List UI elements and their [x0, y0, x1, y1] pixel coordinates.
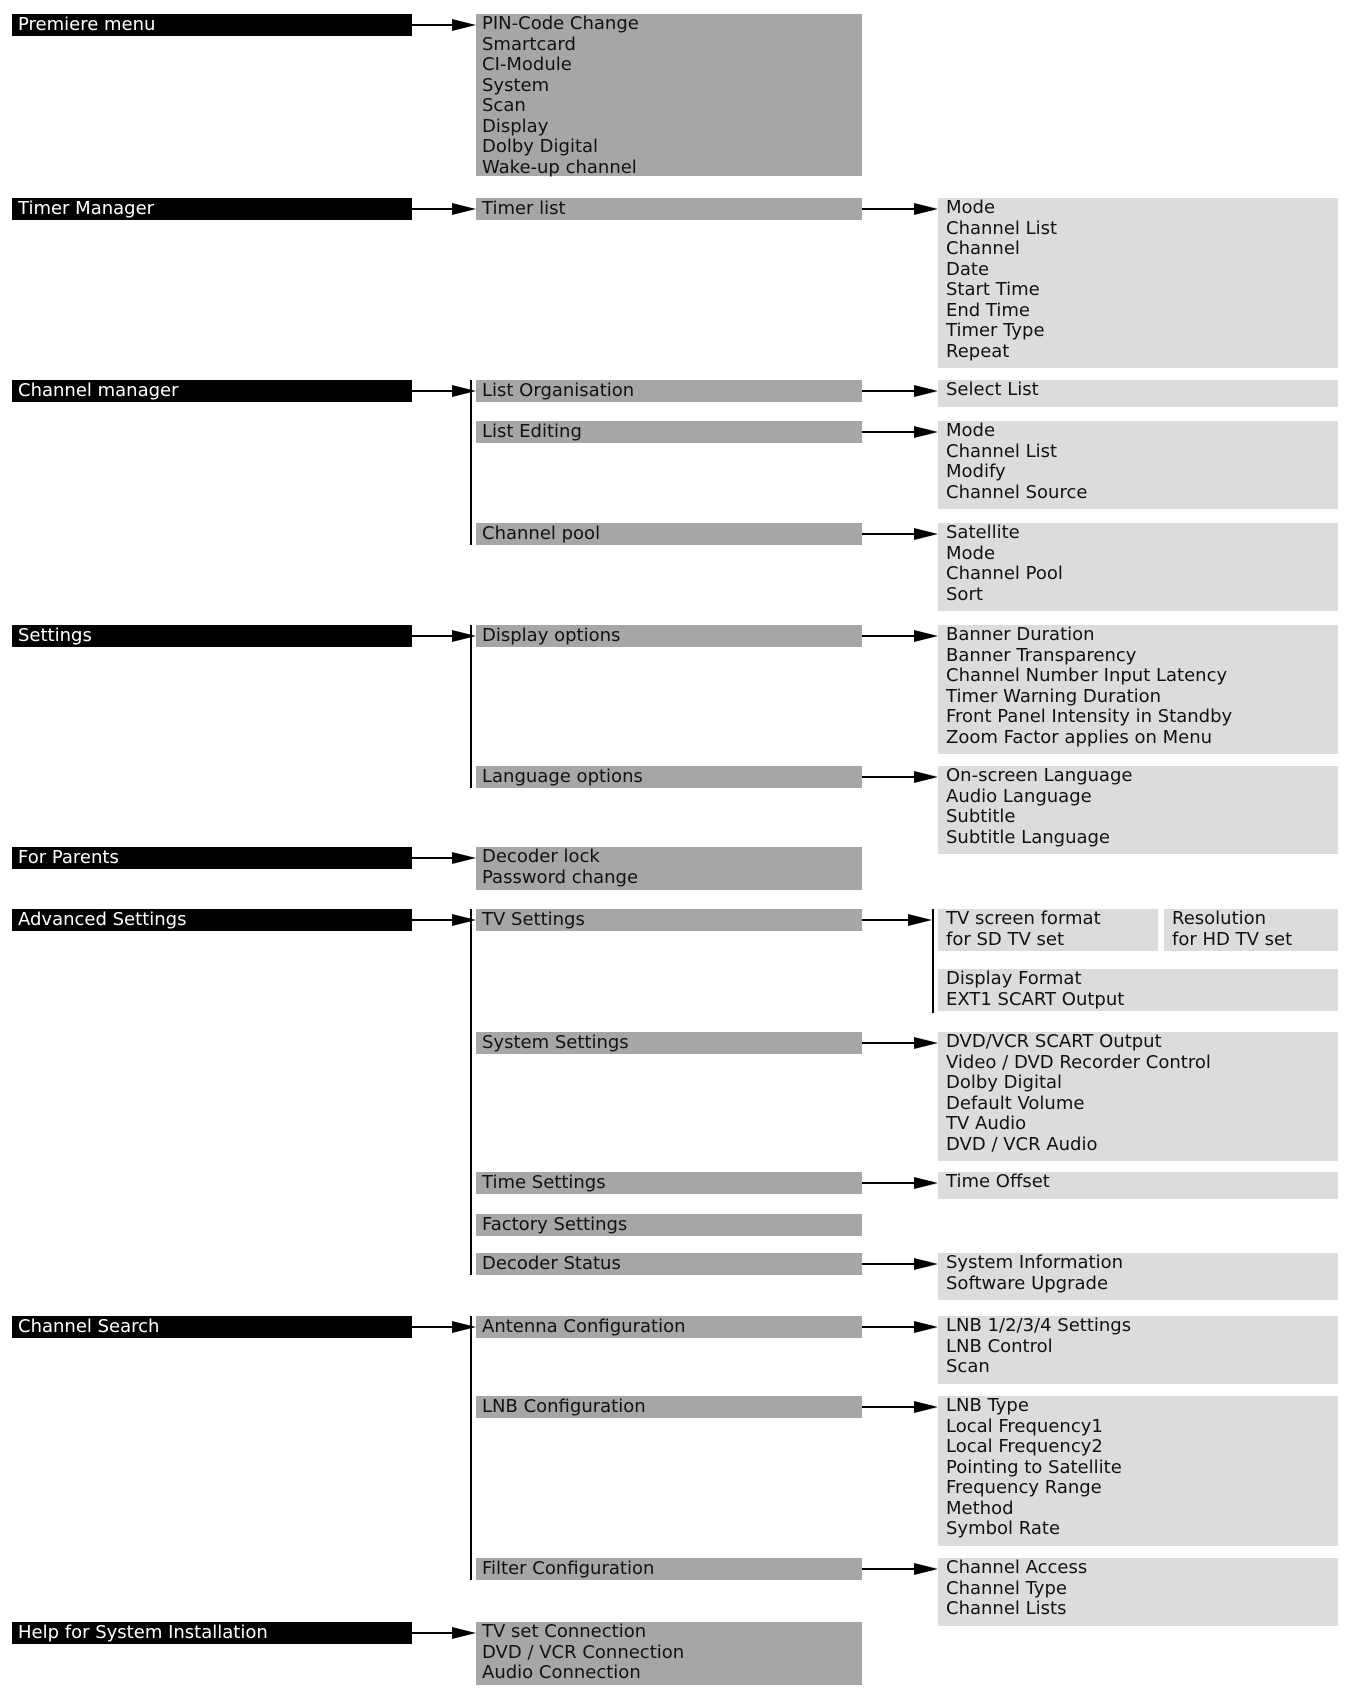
options-list-organisation: [938, 380, 1338, 407]
arrow-antenna-configuration-line: [862, 1326, 916, 1328]
menu-item: Software Upgrade: [946, 1272, 1109, 1294]
menu-list-organisation[interactable]: List Organisation: [476, 380, 862, 402]
arrow-help-for-system-installation-head: [452, 1627, 476, 1639]
menu-item: CI-Module: [482, 54, 572, 75]
arrow-channel-manager-head: [452, 385, 476, 397]
arrow-system-settings-head: [914, 1037, 938, 1049]
arrow-tv-settings-head: [908, 914, 932, 926]
arrow-language-options-line: [862, 776, 916, 778]
section-advanced-settings[interactable]: Advanced Settings: [12, 909, 412, 931]
tv-screen-format-box: [938, 909, 1158, 951]
section-help-for-system-installation[interactable]: Help for System Installation: [12, 1622, 412, 1644]
menu-item: Mode: [946, 197, 996, 218]
menu-item: Pointing to Satellite: [946, 1456, 1122, 1478]
menu-item: Method: [946, 1497, 1014, 1519]
arrow-lnb-configuration-head: [914, 1401, 938, 1413]
arrow-filter-configuration-line: [862, 1568, 916, 1570]
menu-item: Default Volume: [946, 1092, 1085, 1114]
arrow-time-settings-head: [914, 1177, 938, 1189]
options-antenna-configuration: [938, 1316, 1338, 1384]
arrow-channel-pool-line: [862, 533, 916, 535]
menu-item: Scan: [946, 1356, 990, 1377]
menu-item: Frequency Range: [946, 1477, 1102, 1498]
arrow-premiere-menu-line: [412, 24, 454, 26]
arrow-for-parents-line: [412, 857, 454, 859]
menu-item: System: [482, 74, 550, 96]
options-timer-list: [938, 198, 1338, 368]
submenu-help-for-system-installation: [476, 1622, 862, 1685]
menu-display-options[interactable]: Display options: [476, 625, 862, 647]
section-channel-search[interactable]: Channel Search: [12, 1316, 412, 1338]
arrow-channel-search-line: [412, 1326, 454, 1328]
menu-item: Select List: [946, 379, 1039, 400]
branch-line-channel-search: [470, 1316, 472, 1580]
submenu-premiere-menu: [476, 14, 862, 176]
arrow-decoder-status-line: [862, 1263, 916, 1265]
branch-line-channel-manager: [470, 380, 472, 545]
arrow-filter-configuration-head: [914, 1563, 938, 1575]
arrow-channel-manager-line: [412, 390, 454, 392]
arrow-advanced-settings-head: [452, 914, 476, 926]
menu-item: Dolby Digital: [946, 1072, 1063, 1093]
arrow-system-settings-line: [862, 1042, 916, 1044]
section-premiere-menu[interactable]: Premiere menu: [12, 14, 412, 36]
menu-factory-settings[interactable]: Factory Settings: [476, 1214, 862, 1236]
display-format-box: [938, 969, 1338, 1011]
arrow-lnb-configuration-line: [862, 1406, 916, 1408]
menu-item: LNB Control: [946, 1335, 1053, 1357]
menu-item: Channel Number Input Latency: [946, 665, 1228, 686]
branch-line-advanced-settings: [470, 909, 472, 1275]
menu-tv-settings[interactable]: TV Settings: [476, 909, 862, 931]
arrow-for-parents-head: [452, 852, 476, 864]
menu-item: Modify: [946, 461, 1006, 482]
menu-item: Password change: [482, 866, 639, 888]
menu-item: Channel Lists: [946, 1598, 1067, 1619]
menu-item: Satellite: [946, 522, 1020, 543]
menu-item: Resolution: [1172, 908, 1267, 929]
menu-item: Smartcard: [482, 33, 576, 55]
section-for-parents[interactable]: For Parents: [12, 847, 412, 869]
menu-item: Sort: [946, 583, 983, 605]
menu-item: Repeat: [946, 340, 1010, 362]
menu-item: On-screen Language: [946, 765, 1133, 786]
arrow-settings-line: [412, 635, 454, 637]
arrow-settings-head: [452, 630, 476, 642]
menu-item: Audio Language: [946, 785, 1092, 807]
menu-item: Banner Transparency: [946, 644, 1137, 666]
options-system-settings: [938, 1032, 1338, 1161]
menu-system-settings[interactable]: System Settings: [476, 1032, 862, 1054]
menu-item: Audio Connection: [482, 1662, 641, 1683]
menu-item: LNB 1/2/3/4 Settings: [946, 1315, 1132, 1336]
menu-item: Channel List: [946, 440, 1058, 462]
arrow-premiere-menu-head: [452, 19, 476, 31]
menu-item: Channel Access: [946, 1557, 1088, 1578]
branch-line-settings: [470, 625, 472, 788]
menu-time-settings[interactable]: Time Settings: [476, 1172, 862, 1194]
options-language-options: [938, 766, 1338, 854]
submenu-for-parents: [476, 847, 862, 890]
menu-item: TV screen format: [946, 908, 1101, 929]
arrow-antenna-configuration-head: [914, 1321, 938, 1333]
options-lnb-configuration: [938, 1396, 1338, 1546]
arrow-timer-list-line: [862, 208, 916, 210]
menu-item: LNB Type: [946, 1395, 1029, 1416]
options-decoder-status: [938, 1253, 1338, 1300]
arrow-timer-manager-line: [412, 208, 454, 210]
arrow-display-options-head: [914, 630, 938, 642]
arrow-time-settings-line: [862, 1182, 916, 1184]
menu-item: Channel Source: [946, 481, 1088, 503]
menu-item: System Information: [946, 1252, 1124, 1273]
menu-item: PIN-Code Change: [482, 13, 639, 34]
menu-item: Start Time: [946, 279, 1040, 300]
arrow-channel-search-head: [452, 1321, 476, 1333]
arrow-help-for-system-installation-line: [412, 1632, 454, 1634]
menu-item: Display Format: [946, 968, 1082, 989]
menu-item: Wake-up channel: [482, 156, 637, 178]
arrow-list-editing-line: [862, 431, 916, 433]
menu-item: Timer Type: [946, 320, 1045, 341]
menu-item: for SD TV set: [946, 928, 1065, 950]
arrow-timer-list-head: [914, 203, 938, 215]
menu-item: for HD TV set: [1172, 928, 1293, 950]
menu-item: Scan: [482, 95, 526, 116]
menu-item: Subtitle Language: [946, 826, 1111, 848]
resolution-box: [1164, 909, 1338, 951]
arrow-decoder-status-head: [914, 1258, 938, 1270]
menu-item: Dolby Digital: [482, 136, 599, 157]
menu-item: Display: [482, 115, 549, 137]
menu-item: Symbol Rate: [946, 1518, 1061, 1539]
menu-language-options[interactable]: Language options: [476, 766, 862, 788]
menu-item: Date: [946, 258, 990, 280]
menu-item: DVD / VCR Connection: [482, 1641, 685, 1663]
section-settings[interactable]: Settings: [12, 625, 412, 647]
menu-item: TV Audio: [946, 1113, 1027, 1134]
menu-item: End Time: [946, 299, 1030, 321]
menu-item: Local Frequency2: [946, 1436, 1103, 1457]
arrow-timer-manager-head: [452, 203, 476, 215]
arrow-tv-settings-line: [862, 919, 910, 921]
menu-item: EXT1 SCART Output: [946, 988, 1125, 1010]
menu-item: Mode: [946, 542, 996, 564]
branch-line-tv-settings: [932, 909, 934, 1013]
arrow-advanced-settings-line: [412, 919, 454, 921]
menu-item: Channel List: [946, 217, 1058, 239]
arrow-list-organisation-head: [914, 385, 938, 397]
menu-decoder-status[interactable]: Decoder Status: [476, 1253, 862, 1275]
menu-item: Time Offset: [946, 1171, 1050, 1192]
menu-antenna-configuration[interactable]: Antenna Configuration: [476, 1316, 862, 1338]
section-timer-manager[interactable]: Timer Manager: [12, 198, 412, 220]
menu-item: Channel Pool: [946, 563, 1063, 584]
options-filter-configuration: [938, 1558, 1338, 1626]
arrow-display-options-line: [862, 635, 916, 637]
options-time-settings: [938, 1172, 1338, 1199]
menu-item: Subtitle: [946, 806, 1016, 827]
arrow-list-organisation-line: [862, 390, 916, 392]
menu-channel-pool[interactable]: Channel pool: [476, 523, 862, 545]
menu-item: Front Panel Intensity in Standby: [946, 706, 1233, 727]
arrow-language-options-head: [914, 771, 938, 783]
options-display-options: [938, 625, 1338, 754]
menu-item: Timer Warning Duration: [946, 685, 1162, 707]
menu-item: Channel: [946, 238, 1020, 259]
menu-item: Channel Type: [946, 1577, 1067, 1599]
menu-item: DVD / VCR Audio: [946, 1133, 1098, 1155]
menu-item: Banner Duration: [946, 624, 1095, 645]
menu-list-editing[interactable]: List Editing: [476, 421, 862, 443]
menu-item: Mode: [946, 420, 996, 441]
menu-item: Video / DVD Recorder Control: [946, 1051, 1211, 1073]
menu-lnb-configuration[interactable]: LNB Configuration: [476, 1396, 862, 1418]
options-channel-pool: [938, 523, 1338, 611]
arrow-channel-pool-head: [914, 528, 938, 540]
menu-item: DVD/VCR SCART Output: [946, 1031, 1162, 1052]
arrow-list-editing-head: [914, 426, 938, 438]
menu-item: TV set Connection: [482, 1621, 647, 1642]
menu-item: Decoder lock: [482, 846, 600, 867]
menu-item: Local Frequency1: [946, 1415, 1103, 1437]
section-channel-manager[interactable]: Channel manager: [12, 380, 412, 402]
options-list-editing: [938, 421, 1338, 509]
menu-item: Zoom Factor applies on Menu: [946, 726, 1213, 748]
menu-timer-list[interactable]: Timer list: [476, 198, 862, 220]
menu-filter-configuration[interactable]: Filter Configuration: [476, 1558, 862, 1580]
